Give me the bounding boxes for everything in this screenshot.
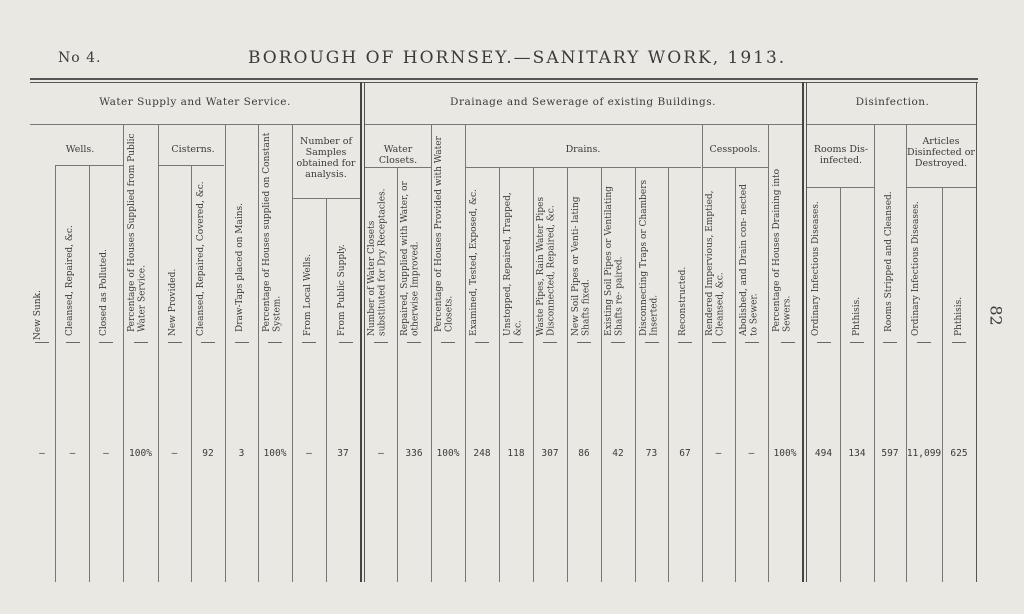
- subgroup-cisterns: Cisterns.: [171, 144, 215, 155]
- col-header-cisterns-new: New Provided.: [168, 268, 178, 336]
- col-header-pct-wc: Percentage of Houses Provided with Water Closets.: [434, 136, 455, 332]
- subgroup-drains: Drains.: [565, 144, 601, 155]
- header-rule-tick: [407, 342, 421, 343]
- column-divider: [158, 124, 159, 582]
- header-rule-tick: [917, 342, 931, 343]
- header-rule-tick: [745, 342, 759, 343]
- cell-new-sunk: —: [39, 448, 45, 459]
- header-rule-tick: [99, 342, 113, 343]
- table-right-edge: [976, 82, 977, 582]
- cell-rooms-phthisis: 134: [848, 448, 866, 459]
- subgroup-underline: [365, 167, 431, 168]
- cell-public-supply: 37: [337, 448, 349, 459]
- column-divider: [55, 165, 56, 582]
- header-rule-tick: [611, 342, 625, 343]
- table-number: No 4.: [58, 50, 102, 66]
- group-underline: [807, 124, 976, 125]
- header-rule-tick: [645, 342, 659, 343]
- cell-rooms-stripped: 597: [881, 448, 899, 459]
- header-rule-tick: [235, 342, 249, 343]
- header-rule-tick: [35, 342, 49, 343]
- col-header-cisterns-cleansed: Cleansed, Repaired, Covered, &c.: [196, 181, 206, 336]
- group-water-supply: Water Supply and Water Service.: [99, 96, 291, 108]
- column-divider: [533, 167, 534, 582]
- header-rule-tick: [374, 342, 388, 343]
- column-divider: [768, 124, 769, 582]
- subgroup-water-closets: Water Closets.: [378, 144, 418, 166]
- cell-drains-unstopped: 118: [507, 448, 525, 459]
- col-header-new-soil-pipes: New Soil Pipes or Venti- lating Shafts fixed.: [571, 196, 592, 336]
- col-header-drains-examined: Examined, Tested, Exposed, &c.: [469, 189, 479, 336]
- cell-pct-constant: 100%: [263, 448, 287, 459]
- col-header-rooms-phthisis: Phthisis.: [852, 296, 862, 336]
- header-rule-tick: [509, 342, 523, 343]
- cell-articles-phthisis: 625: [950, 448, 968, 459]
- column-divider: [326, 198, 327, 582]
- cell-articles-ordinary: 11,099: [906, 448, 942, 459]
- group-divider: [802, 82, 804, 582]
- column-divider: [89, 165, 90, 582]
- header-rule-tick: [850, 342, 864, 343]
- column-divider: [123, 124, 124, 582]
- header-rule-tick: [268, 342, 282, 343]
- column-divider: [465, 124, 466, 582]
- header-rule-tick: [134, 342, 148, 343]
- cell-pct-wc: 100%: [436, 448, 460, 459]
- cell-waste-pipes: 307: [541, 448, 559, 459]
- cell-wc-repaired: 336: [405, 448, 423, 459]
- col-header-drains-unstopped: Unstopped, Repaired, Trapped, &c.: [503, 192, 524, 336]
- cell-pct-public-supply: 100%: [129, 448, 152, 459]
- column-divider: [942, 187, 943, 582]
- column-divider: [431, 124, 432, 582]
- page-title: BOROUGH OF HORNSEY.—SANITARY WORK, 1913.: [248, 48, 787, 68]
- header-rule-tick: [952, 342, 966, 343]
- group-underline: [30, 124, 360, 125]
- header-rule-tick: [475, 342, 489, 343]
- col-header-pct-public-supply: Percentage of Houses Supplied from Public Water Service.: [127, 133, 148, 332]
- column-divider: [225, 124, 226, 582]
- cell-existing-soil-pipes: 42: [612, 448, 624, 459]
- header-rule-tick: [577, 342, 591, 343]
- header-rule-tick: [781, 342, 795, 343]
- column-divider: [840, 187, 841, 582]
- col-header-pct-sewers: Percentage of Houses Draining into Sewers.: [772, 168, 793, 332]
- cell-pct-sewers: 100%: [773, 448, 797, 459]
- col-header-draw-taps: Draw-Taps placed on Mains.: [235, 202, 245, 332]
- subgroup-cesspools: Cesspools.: [709, 144, 761, 155]
- cell-rooms-ordinary: 494: [814, 448, 833, 459]
- col-header-closed-polluted: Closed as Polluted.: [99, 249, 109, 336]
- column-divider: [191, 165, 192, 582]
- header-rule-tick: [441, 342, 455, 343]
- column-divider: [668, 167, 669, 582]
- col-header-wc-repaired: Repaired, Supplied with Water, or otherwise Improved.: [400, 181, 421, 336]
- cell-reconstructed: 67: [679, 448, 691, 459]
- column-divider: [735, 167, 736, 582]
- group-disinfection: Disinfection.: [855, 96, 930, 108]
- header-rule-tick: [66, 342, 80, 343]
- subgroup-samples: Number of Samples obtained for analysis.: [296, 136, 356, 180]
- cell-wells-cleansed: —: [69, 448, 76, 459]
- header-rule-tick: [543, 342, 557, 343]
- header-rule-tick: [883, 342, 897, 343]
- cell-drains-examined: 248: [473, 448, 491, 459]
- header-rule-tick: [817, 342, 831, 343]
- subgroup-underline: [465, 167, 701, 168]
- column-divider: [906, 124, 907, 582]
- col-header-new-sunk: New Sunk.: [33, 290, 43, 340]
- cell-closed-polluted: —: [103, 448, 109, 459]
- column-divider: [874, 124, 875, 582]
- group-drainage: Drainage and Sewerage of existing Buildings.: [450, 96, 716, 108]
- col-header-existing-soil-pipes: Existing Soil Pipes or Ventilating Shafts re- paired.: [604, 186, 625, 336]
- column-divider: [397, 167, 398, 582]
- column-divider: [499, 167, 500, 582]
- col-header-disconnecting-traps: Disconnecting Traps or Chambers Inserted.: [639, 179, 660, 336]
- cell-disconnecting-traps: 73: [645, 448, 658, 459]
- cell-local-wells: —: [306, 448, 312, 459]
- header-rule-tick: [678, 342, 692, 343]
- col-header-waste-pipes: Waste Pipes, Rain Water Pipes Disconnected, Repaired, &c.: [536, 196, 557, 336]
- cell-cisterns-cleansed: 92: [202, 448, 214, 459]
- cell-draw-taps: 3: [238, 448, 245, 459]
- column-divider: [292, 124, 293, 582]
- subgroup-wells: Wells.: [65, 144, 95, 155]
- subgroup-underline: [906, 187, 976, 188]
- top-rule: [30, 78, 978, 80]
- column-divider: [567, 167, 568, 582]
- column-divider: [635, 167, 636, 582]
- col-header-local-wells: From Local Wells.: [303, 254, 313, 336]
- header-rule-tick: [712, 342, 726, 343]
- top-rule-thin: [30, 82, 978, 83]
- subgroup-rooms: Rooms Dis- infected.: [813, 144, 869, 166]
- header-rule-tick: [168, 342, 182, 343]
- header-rule-tick: [201, 342, 215, 343]
- cell-new-soil-pipes: 86: [578, 448, 590, 459]
- page-number: 82: [986, 305, 1006, 326]
- cell-cesspools-abolished: —: [748, 448, 755, 459]
- subgroup-articles: Articles Disinfected or Destroyed.: [907, 136, 975, 169]
- column-divider: [702, 124, 703, 582]
- cell-cesspools-rendered: —: [715, 448, 722, 459]
- group-divider: [806, 82, 807, 582]
- group-divider: [360, 82, 362, 582]
- col-header-wells-cleansed: Cleansed, Repaired, &c.: [65, 225, 75, 336]
- col-header-cesspools-rendered: Rendered Impervious, Emptied, Cleansed, &c.: [705, 190, 726, 336]
- header-rule-tick: [302, 342, 316, 343]
- cell-cisterns-new: —: [171, 448, 178, 459]
- column-divider: [601, 167, 602, 582]
- col-header-rooms-stripped: Rooms Stripped and Cleansed.: [884, 191, 894, 332]
- col-header-wc-substituted: Number of Water Closets substituted for Dry Receptacles.: [367, 188, 388, 336]
- group-divider: [364, 82, 365, 582]
- header-rule-tick: [339, 342, 353, 343]
- col-header-articles-phthisis: Phthisis.: [954, 296, 964, 336]
- col-header-articles-ordinary: Ordinary Infectious Diseases.: [911, 201, 921, 336]
- col-header-pct-constant: Percentage of Houses supplied on Constant System.: [262, 132, 283, 332]
- column-divider: [258, 124, 259, 582]
- cell-wc-substituted: —: [378, 448, 384, 459]
- col-header-reconstructed: Reconstructed.: [678, 266, 688, 336]
- col-header-rooms-ordinary: Ordinary Infectious Diseases.: [811, 201, 821, 336]
- col-header-cesspools-abolished: Abolished, and Drain con- nected to Sewer.: [739, 184, 760, 336]
- col-header-public-supply: From Public Supply.: [337, 244, 347, 336]
